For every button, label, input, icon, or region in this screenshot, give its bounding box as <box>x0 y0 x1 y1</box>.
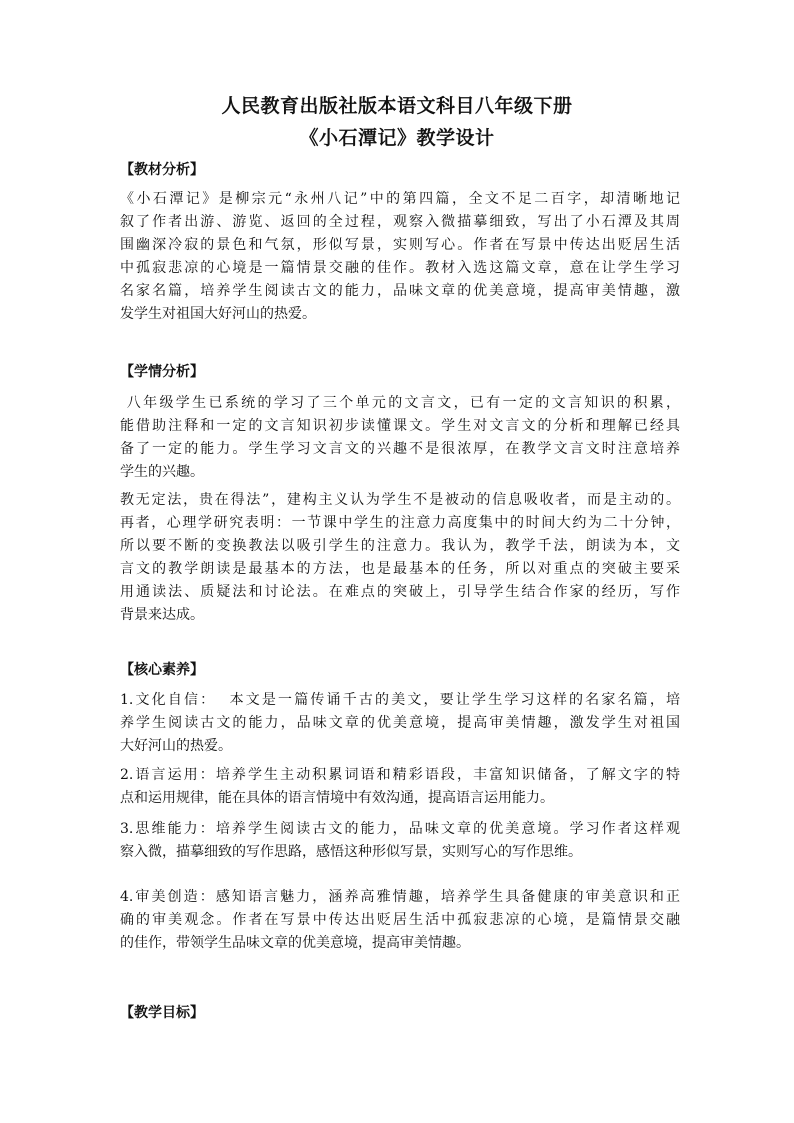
text-line: 确的审美观念。作者在写景中传达出贬居生活中孤寂悲凉的心境，是篇情景交融 <box>120 912 680 928</box>
text-line: 察入微，描摹细致的写作思路，感悟这种形似写景，实则写心的写作思维。 <box>120 844 582 860</box>
core-literacy-item-4 <box>120 886 680 955</box>
document-title-line2: 《小石潭记》教学设计 <box>299 127 495 149</box>
text-line: 围幽深冷寂的景色和气氛，形似写景，实则写心。作者在写景中传达出贬居生活 <box>120 237 680 253</box>
text-line: 教无定法，贵在得法”，建构主义认为学生不是被动的信息吸收者，而是主动的。 <box>120 492 680 508</box>
text-line: 叙了作者出游、游览、返回的全过程，观察入微描摹细致，写出了小石潭及其周 <box>120 214 680 230</box>
text-line: 《小石潭记》是柳宗元“永州八记”中的第四篇，全文不足二百字，却清晰地记 <box>120 191 680 207</box>
text-line: 学生的兴趣。 <box>120 464 204 480</box>
text-line: 中孤寂悲凉的心境是一篇情景交融的佳作。教材入选这篇文章，意在让学生学习 <box>120 260 680 276</box>
text-line: 名家名篇，培养学生阅读古文的能力，品味文章的优美意境，提高审美情趣，激 <box>120 283 680 299</box>
paragraph-textbook-analysis <box>120 188 680 326</box>
text-line: 发学生对祖国大好河山的热爱。 <box>120 306 316 322</box>
core-literacy-item-1 <box>120 689 680 758</box>
text-line: 的佳作，带领学生品味文章的优美意境，提高审美情趣。 <box>120 935 470 951</box>
text-line: 2.语言运用：培养学生主动积累词语和精彩语段，丰富知识储备，了解文字的特 <box>120 767 680 783</box>
paragraph-student-analysis-2 <box>120 489 680 627</box>
text-line: 备了一定的能力。学生学习文言文的兴趣不是很浓厚，在教学文言文时注意培养 <box>120 441 680 457</box>
text-line: 背景来达成。 <box>120 607 204 623</box>
text-line: 大好河山的热爱。 <box>120 738 232 754</box>
heading-teaching-objectives: 【教学目标】 <box>120 1005 204 1021</box>
heading-student-analysis: 【学情分析】 <box>120 364 204 380</box>
text-line: 能借助注释和一定的文言知识初步读懂课文。学生对文言文的分析和理解已经具 <box>120 418 680 434</box>
text-line: 养学生阅读古文的能力，品味文章的优美意境，提高审美情趣，激发学生对祖国 <box>120 715 680 731</box>
text-line: 点和运用规律，能在具体的语言情境中有效沟通，提高语言运用能力。 <box>120 790 554 806</box>
text-line: 4.审美创造：感知语言魅力，涵养高雅情趣，培养学生具备健康的审美意识和正 <box>120 889 680 905</box>
text-line: 八年级学生已系统的学习了三个单元的文言文，已有一定的文言知识的积累， <box>120 395 680 411</box>
core-literacy-item-2 <box>120 764 680 810</box>
text-line: 3.思维能力：培养学生阅读古文的能力，品味文章的优美意境。学习作者这样观 <box>120 821 680 837</box>
heading-textbook-analysis: 【教材分析】 <box>120 162 204 178</box>
text-line: 再者，心理学研究表明：一节课中学生的注意力高度集中的时间大约为二十分钟， <box>120 515 680 531</box>
text-line: 言文的教学朗读是最基本的方法，也是最基本的任务，所以对重点的突破主要采 <box>120 561 680 577</box>
core-literacy-item-3 <box>120 818 680 864</box>
document-title-line1: 人民教育出版社版本语文科目八年级下册 <box>221 95 573 117</box>
paragraph-student-analysis-1 <box>120 392 680 484</box>
text-line: 1.文化自信： 本文是一篇传诵千古的美文，要让学生学习这样的名家名篇，培 <box>120 692 680 708</box>
heading-core-literacy: 【核心素养】 <box>120 662 204 678</box>
text-line: 所以要不断的变换教法以吸引学生的注意力。我认为，教学千法，朗读为本，文 <box>120 538 680 554</box>
text-line: 用通读法、质疑法和讨论法。在难点的突破上，引导学生结合作家的经历，写作 <box>120 584 680 600</box>
